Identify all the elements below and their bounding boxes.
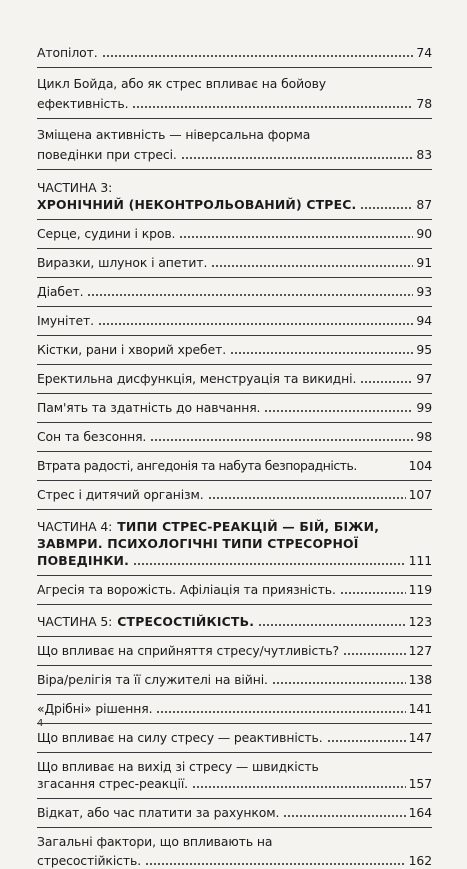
dot-leader [211,256,413,268]
toc-entry [37,370,432,387]
toc-entry-title: Діабет. [37,284,84,299]
toc-entry-title-line2: стресостійкість. [37,853,142,868]
toc-entry-title-line2: згасання стрес-реакції. [37,776,189,791]
toc-entry-title: Що впливає на сприйняття стресу/чутливість? [37,643,340,658]
dot-leader [258,615,406,627]
toc-entry [37,700,432,717]
toc-entry [37,581,432,598]
divider [37,665,432,666]
toc-entry [37,283,432,300]
toc-entry [37,341,432,358]
dot-leader [360,372,413,384]
dot-leader [87,285,413,297]
part-label: ЧАСТИНА 3: [37,180,113,195]
divider [37,364,432,365]
dot-leader [340,583,406,595]
toc-entry-title: Пам'ять та здатність до навчання. [37,400,261,415]
part-title: СТРЕСОСТІЙКІСТЬ. [117,614,255,629]
divider [37,723,432,724]
page-number: 4 [37,718,44,729]
toc-entry [37,225,432,242]
toc-part-heading [37,518,432,569]
toc-entry [37,729,432,746]
toc-entry [37,399,432,416]
dot-leader [156,702,405,714]
divider [37,798,432,799]
toc-entry-title: Серце, судини і кров. [37,226,176,241]
divider [37,604,432,605]
toc-entry [37,804,432,821]
toc-entry-page: 83 [416,147,432,162]
toc-entry [37,833,432,869]
toc-entry-title: Що впливає на силу стресу — реактивність. [37,730,323,745]
part-title: ХРОНІЧНИЙ (НЕКОНТРОЛЬОВАНИЙ) СТРЕС. [37,197,357,212]
toc-entry [37,126,432,163]
toc-entry-title: Виразки, шлунок і апетит. [37,255,208,270]
toc-entry [37,457,432,474]
toc-entry [37,642,432,659]
toc-entry-title: Імунітет. [37,313,94,328]
divider [37,219,432,220]
dot-leader [98,314,413,326]
toc-entry-page: 95 [416,342,432,357]
divider [37,277,432,278]
toc-entry-page: 87 [416,197,432,212]
toc-entry-page: 107 [408,487,432,502]
toc-entry-title: Стрес і дитячий організм. [37,487,204,502]
part-label: ЧАСТИНА 5: [37,614,113,629]
toc-entry [37,44,432,61]
toc-entry [37,75,432,112]
toc-entry [37,428,432,445]
toc-entry [37,486,432,503]
toc-entry-page: 91 [416,255,432,270]
part-title-line3: ПОВЕДІНКИ. [37,553,130,568]
divider [37,118,432,119]
toc-entry-title-line1: Зміщена активність — ніверсальна форма [37,127,311,142]
toc-entry-title: Атопілот. [37,45,98,60]
divider [37,694,432,695]
dot-leader [102,46,414,58]
toc-entry-page: 123 [408,614,432,629]
toc-part-heading [37,613,432,630]
toc-entry-page: 98 [416,429,432,444]
toc-entry [37,758,432,792]
table-of-contents [37,37,432,869]
toc-entry [37,254,432,271]
dot-leader [343,644,406,656]
toc-entry-title: Відкат, або час платити за рахунком. [37,805,280,820]
dot-leader [132,97,413,109]
toc-entry-page: 93 [416,284,432,299]
dot-leader [264,401,413,413]
toc-entry-title: Агресія та ворожість. Афіліація та приязність. [37,582,336,597]
divider [37,306,432,307]
toc-entry-page: 104 [408,458,432,473]
toc-entry-page: 138 [408,672,432,687]
toc-entry-page: 99 [416,400,432,415]
toc-entry-page: 141 [408,701,432,716]
toc-entry-page: 97 [416,371,432,386]
dot-leader [208,488,406,500]
toc-entry-page: 164 [408,805,432,820]
toc-entry-title-line1: Цикл Бойда, або як стрес впливає на бойову [37,76,327,91]
toc-entry-page: 162 [408,853,432,868]
toc-part-heading [37,179,432,213]
toc-entry-title: Еректильна дисфункція, менструація та викидні. [37,371,357,386]
dot-leader [150,430,413,442]
dot-leader [272,673,406,685]
dot-leader [179,227,413,239]
divider [37,67,432,68]
toc-entry-title: Кістки, рани і хворий хребет. [37,342,227,357]
dot-leader [181,148,414,160]
toc-entry-title-line1: Загальні фактори, що впливають на [37,834,273,849]
divider [37,509,432,510]
dot-leader [360,198,413,210]
toc-entry-page: 157 [408,776,432,791]
divider [37,575,432,576]
toc-entry-page: 94 [416,313,432,328]
dot-leader [192,777,406,789]
dot-leader [327,731,406,743]
part-title-line2: ЗАВМРИ. ПСИХОЛОГІЧНІ ТИПИ СТРЕСОРНОЇ [37,536,359,551]
toc-entry-page: 127 [408,643,432,658]
part-title-line1: ТИПИ СТРЕС-РЕАКЦІЙ — БІЙ, БІЖИ, [117,519,380,534]
toc-entry-title: Втрата радості, ангедонія та набута безпорадність. [37,458,357,473]
divider [37,393,432,394]
toc-entry-title-line1: Що впливає на вихід зі стресу — швидкість [37,759,319,774]
divider [37,248,432,249]
dot-leader [283,806,405,818]
toc-entry-page: 111 [408,553,432,568]
toc-entry [37,671,432,688]
toc-entry-page: 74 [416,45,432,60]
toc-entry-page: 119 [408,582,432,597]
toc-entry [37,312,432,329]
dot-leader [133,554,406,566]
divider [37,422,432,423]
toc-entry-title: Віра/релігія та її служителі на війні. [37,672,268,687]
dot-leader [145,854,406,866]
divider [37,480,432,481]
dot-leader [230,343,413,355]
toc-entry-title: «Дрібні» рішення. [37,701,153,716]
divider [37,636,432,637]
part-label: ЧАСТИНА 4: [37,519,113,534]
divider [37,169,432,170]
divider [37,335,432,336]
divider [37,827,432,828]
toc-entry-page: 147 [408,730,432,745]
toc-entry-page: 90 [416,226,432,241]
toc-entry-title-line2: ефективність. [37,96,129,111]
toc-entry-title: Сон та безсоння. [37,429,147,444]
toc-entry-title-line2: поведінки при стресі. [37,147,177,162]
toc-entry-page: 78 [416,96,432,111]
divider [37,451,432,452]
divider [37,752,432,753]
